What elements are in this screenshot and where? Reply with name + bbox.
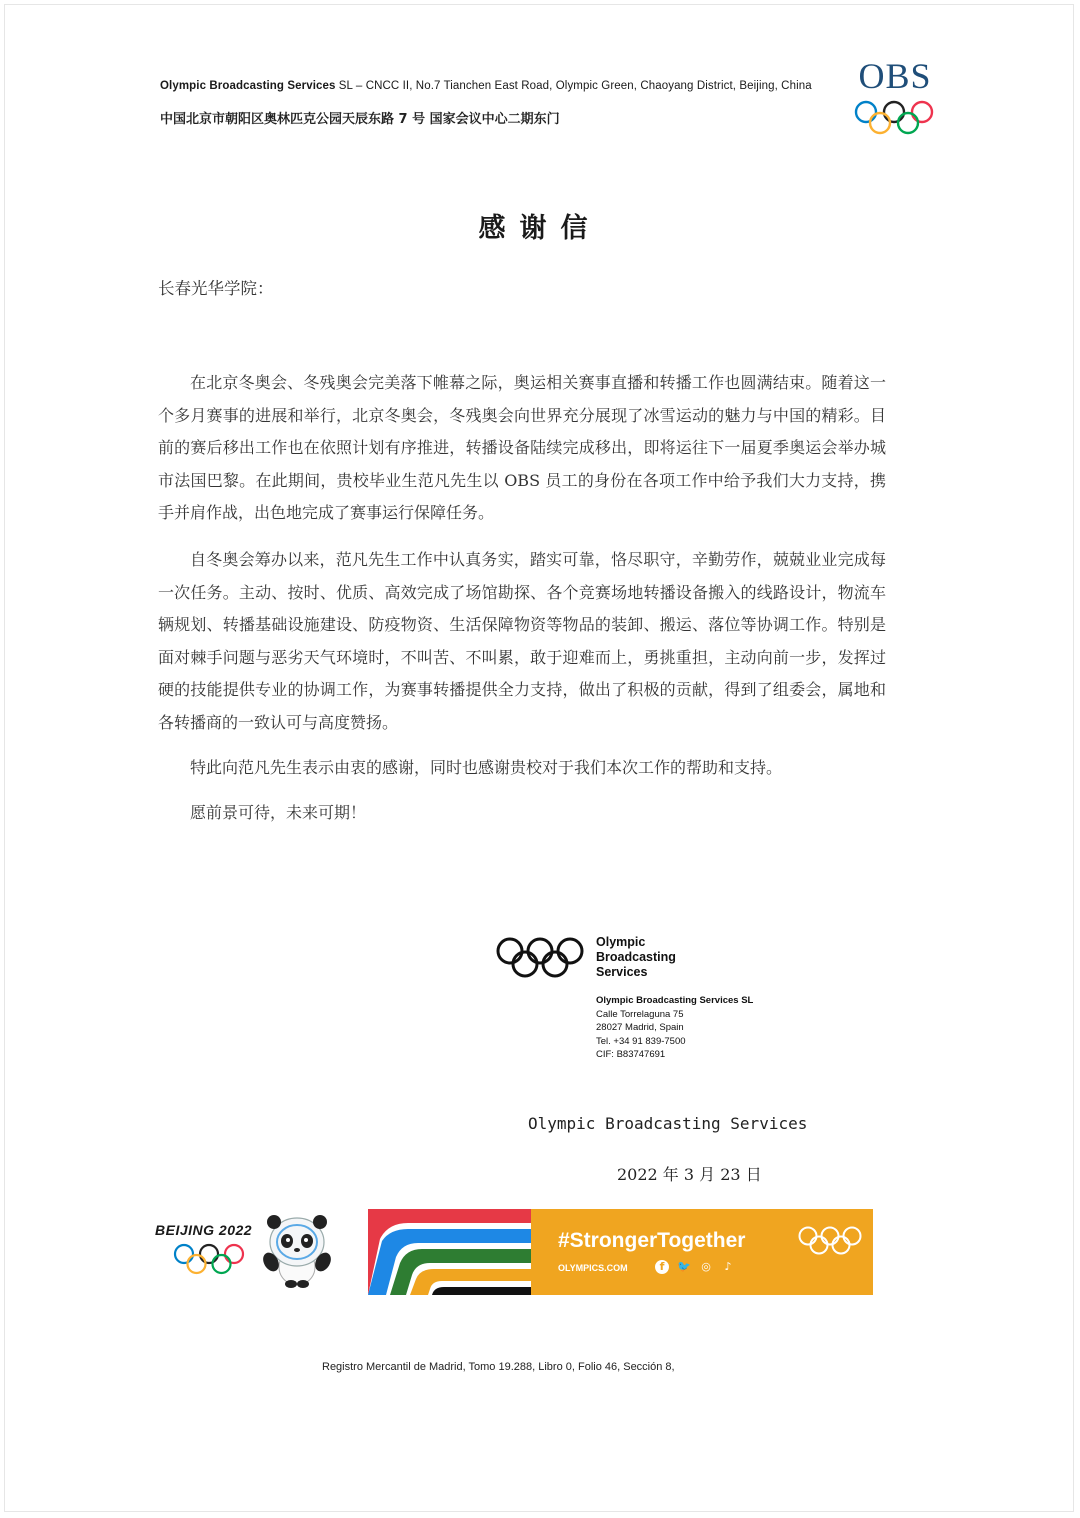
olympic-rings-stamp-icon xyxy=(494,936,586,980)
stamp-address-line: Calle Torrelaguna 75 xyxy=(596,1008,684,1020)
letter-date: 2022 年 3 月 23 日 xyxy=(617,1165,762,1184)
paragraph-1: 在北京冬奥会、冬残奥会完美落下帷幕之际，奥运相关赛事直播和转播工作也圆满结束。随着这一个多月赛事的进展和举行，北京冬奥会，冬残奥会向世界充分展现了冰雪运动的魅力与中国的精彩。目前的赛后移出工作也在依照计划有序推进，转播设备陆续完成移出，即将运往下一届夏季奥运会举办城市法国巴黎。在此期间，贵校毕业生范凡先生以 OBS 员工的身份在各项工作中给予我们大力支持，携手并肩作战，出色地完成了赛事运行保障任务。 xyxy=(158,373,886,522)
salutation: 长春光华学院： xyxy=(158,279,274,298)
olympic-rings-color-icon xyxy=(171,1242,247,1278)
stamp-address-line: 28027 Madrid, Spain xyxy=(596,1022,684,1033)
social-icons xyxy=(655,1260,735,1274)
header-address-en: SL – CNCC II, No.7 Tianchen East Road, Olympic Green, Chaoyang District, Beijing, China xyxy=(335,80,812,92)
footer-registry: Registro Mercantil de Madrid, Tomo 19.288, Libro 0, Folio 46, Sección 8, xyxy=(322,1361,675,1373)
obs-logo xyxy=(850,58,940,138)
paragraph-2: 自冬奥会筹办以来，范凡先生工作中认真务实，踏实可靠，恪尽职守，辛勤劳作，兢兢业业完成每一次任务。主动、按时、优质、高效完成了场馆勘探、各个竞赛场地转播设备搬入的线路设计，物流车辆规划、转播基础设施建设、防疫物资、生活保障物资等物品的装卸、搬运、落位等协调工作。特别是面对棘手问题与恶劣天气环境时，不叫苦、不叫累，敢于迎难而上，勇挑重担，主动向前一步，发挥过硬的技能提供专业的协调工作，为赛事转播提供全力支持，做出了积极的贡献，得到了组委会，属地和各转播商的一致认可与高度赞扬。 xyxy=(158,550,886,732)
stamp-address xyxy=(596,994,753,1062)
banner-stripes-graphic xyxy=(368,1209,538,1295)
stamp-company: Olympic Broadcasting Services SL xyxy=(596,995,754,1006)
beijing-2022-text: BEIJING 2022 xyxy=(155,1222,253,1238)
banner-hashtag: #StrongerTogether xyxy=(558,1229,746,1252)
olympic-rings-white-icon xyxy=(797,1225,863,1259)
signer: Olympic Broadcasting Services xyxy=(528,1114,808,1133)
banner-url: OLYMPICS.COM xyxy=(558,1263,628,1273)
obs-logo-text: OBS xyxy=(858,56,932,96)
twitter-icon: 🐦 xyxy=(677,1260,691,1273)
paragraph-4: 愿前景可待，未来可期！ xyxy=(190,803,367,822)
beijing-2022-logo xyxy=(155,1222,265,1292)
stamp-address-line: Tel. +34 91 839-7500 xyxy=(596,1035,686,1047)
stamp-name-line: Olympic xyxy=(596,935,646,949)
stamp-name-line: Broadcasting xyxy=(596,950,676,964)
header-english-address xyxy=(160,80,812,92)
instagram-icon: ◎ xyxy=(701,1260,711,1273)
stronger-together-banner xyxy=(368,1209,873,1295)
stamp-org-name xyxy=(596,935,676,980)
stamp-name-line: Services xyxy=(596,965,648,979)
banner-orange-panel xyxy=(531,1209,873,1295)
stamp-address-line: CIF: B83747691 xyxy=(596,1049,666,1060)
paragraph-3: 特此向范凡先生表示由衷的感谢，同时也感谢贵校对于我们本次工作的帮助和支持。 xyxy=(190,758,783,777)
letter-title: 感谢信 xyxy=(478,213,602,244)
header-org-name: Olympic Broadcasting Services xyxy=(160,80,336,92)
obs-company-stamp xyxy=(494,930,794,1070)
olympic-rings-icon xyxy=(850,98,938,138)
header-chinese-address: 中国北京市朝阳区奥林匹克公园天辰东路 7 号 国家会议中心二期东门 xyxy=(160,112,560,127)
bing-dwen-dwen-mascot-icon xyxy=(258,1212,336,1288)
facebook-icon: f xyxy=(655,1260,669,1274)
tiktok-icon: ♪ xyxy=(724,1260,732,1273)
